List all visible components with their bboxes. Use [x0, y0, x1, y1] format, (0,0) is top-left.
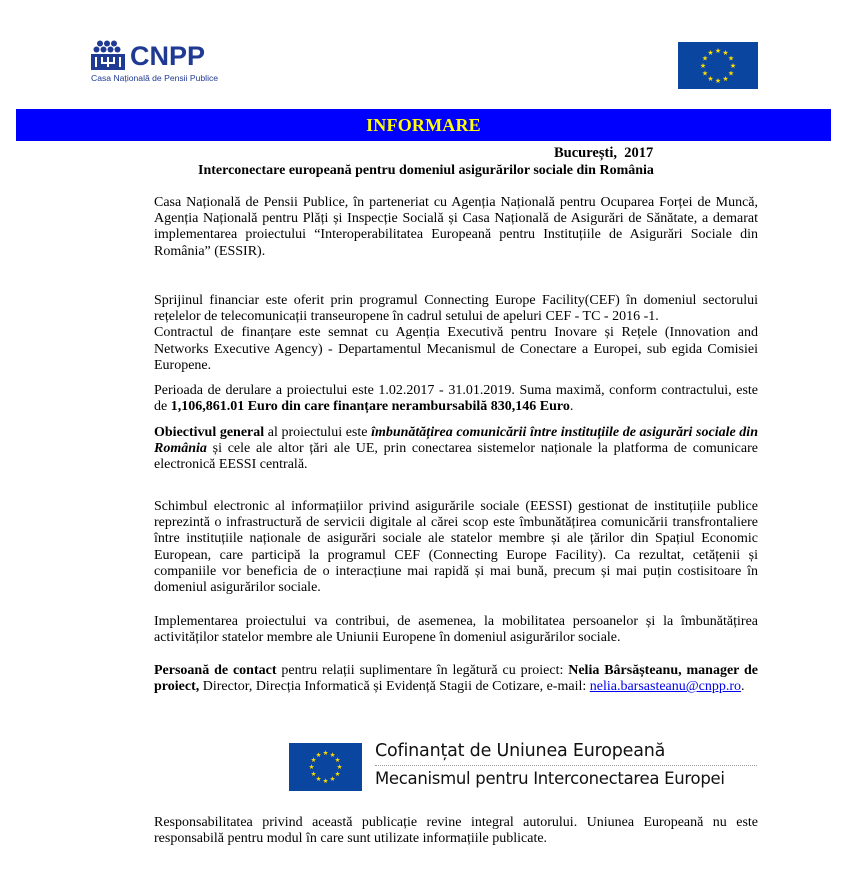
- contact-end: .: [741, 679, 745, 695]
- objective-text-end: și cele ale altor țări ale UE, prin conectarea sistemelor naționale la platforma de comunicare electronică EESSI centrală.: [154, 441, 758, 473]
- contact-email-link[interactable]: nelia.barsasteanu@cnpp.ro: [589, 679, 742, 695]
- informare-banner: [16, 109, 831, 141]
- cnpp-logo-text: CNPP: [130, 41, 206, 71]
- svg-text:★: ★: [329, 775, 336, 783]
- svg-text:★: ★: [714, 47, 722, 55]
- document-subtitle: Interconectare europeană pentru domeniul asigurărilor sociale din România: [198, 163, 654, 178]
- svg-text:★: ★: [701, 54, 709, 63]
- eu-flag-icon: [678, 42, 758, 89]
- banner-title: INFORMARE: [366, 114, 481, 135]
- contact-text: pentru relații suplimentare în legătură cu proiect:: [276, 663, 569, 678]
- svg-text:★: ★: [714, 77, 722, 85]
- svg-text:★: ★: [729, 62, 737, 70]
- contact-role: Director, Direcția Informatică și Evidență Stagii de Cotizare, e-mail:: [199, 679, 590, 695]
- svg-text:★: ★: [329, 751, 336, 759]
- svg-text:★: ★: [315, 751, 322, 759]
- svg-text:★: ★: [336, 763, 343, 771]
- cofinanced-subtitle: Mecanismul pentru Interconectarea Europei: [375, 769, 725, 788]
- paragraph-funding: [154, 293, 758, 374]
- svg-text:★: ★: [334, 756, 341, 764]
- cofinanced-divider: [375, 765, 757, 766]
- eu-flag-icon: [289, 743, 362, 791]
- cofinanced-title: Cofinanțat de Uniunea Europeană: [375, 741, 666, 761]
- cnpp-logo: [91, 40, 241, 88]
- cnpp-logo-subtitle: Casa Națională de Pensii Publice: [91, 73, 219, 83]
- paragraph-eessi: Schimbul electronic al informațiilor privind asigurările sociale (EESSI) gestionat de instituțiile publice reprezintă o infrastructură de servicii digitale al cărei scop este îmbunătățirea comunicării transfrontaliere între instituțiile naționale de asigurări sociale ale statelor membre și ale țărilor din Spațiul Economic European, care participă la programul CEF (Connecting Europe Facility). Ca rezultat, cetățenii și companiile vor beneficia de o interacțiune mai rapidă și mai bună, precum și mai puțin costisitoare în domeniul asigurărilor sociale.: [154, 499, 758, 596]
- svg-text:★: ★: [308, 763, 315, 771]
- paragraph-partnership: Casa Națională de Pensii Publice, în parteneriat cu Agenția Națională pentru Ocuparea Forței de Muncă, Agenția Națională pentru Plăți și Inspecție Socială și Casa Națională de Asigurări de Sănătate, a demarat implementarea proiectului “Interoperabilitatea Europeană pentru Instituțiile de Asigurări Sociale din România” (ESSIR).: [154, 195, 758, 259]
- svg-text:★: ★: [334, 770, 341, 778]
- paragraph-objective: [154, 425, 758, 474]
- svg-text:★: ★: [707, 49, 714, 57]
- svg-text:★: ★: [310, 756, 317, 764]
- contact-label: Persoană de contact: [154, 663, 277, 678]
- funding-text: Sprijinul financiar este oferit prin programul Connecting Europe Facility(CEF) în domeniul sectorului rețelelor de telecomunicații transeuropene în cadrul setului de apeluri CEF - TC - 2016 -1.: [154, 293, 758, 325]
- svg-text:★: ★: [701, 69, 709, 78]
- cofinanced-banner: [289, 741, 759, 791]
- objective-text: al proiectului este: [264, 425, 372, 440]
- contract-text: Contractul de finanțare este semnat cu Agenția Executivă pentru Inovare și Rețele (Innovation and Networks Executive Agency) - Departamentul Mecanismul de Conectare a Europei, sub egida Comisiei Europene.: [154, 325, 758, 373]
- objective-label: Obiectivul general: [154, 425, 265, 440]
- objective-highlight: îmbunătățirea comunicării între instituțiile de asigurări sociale din România: [154, 425, 758, 457]
- contact-name: Nelia Bârsășteanu, manager de proiect,: [154, 663, 758, 695]
- place-date: București, 2017: [554, 145, 654, 161]
- svg-text:★: ★: [727, 54, 735, 63]
- svg-text:★: ★: [315, 775, 322, 783]
- svg-text:★: ★: [722, 49, 729, 57]
- svg-text:★: ★: [699, 62, 707, 70]
- svg-text:★: ★: [707, 75, 714, 83]
- svg-text:★: ★: [322, 749, 329, 757]
- disclaimer: Responsabilitatea privind această publicație revine integral autorului. Uniunea Europeană nu este responsabilă pentru modul în care sunt utilizate informațiile publicate.: [154, 815, 758, 847]
- svg-text:★: ★: [310, 770, 317, 778]
- cnpp-emblem-icon: [91, 40, 127, 70]
- budget-amount: 1,106,861.01 Euro din care finanțare nerambursabilă 830,146 Euro: [170, 399, 570, 415]
- svg-text:★: ★: [727, 69, 735, 78]
- paragraph-contact: [154, 663, 758, 695]
- period-end: .: [569, 399, 574, 415]
- period-text: Perioada de derulare a proiectului este 1.02.2017 - 31.01.2019. Suma maximă, conform contractului, este de: [154, 383, 758, 415]
- paragraph-implementation: Implementarea proiectului va contribui, de asemenea, la mobilitatea persoanelor și la îmbunătățirea activităților statelor membre ale Uniunii Europene în domeniul asigurărilor sociale.: [154, 614, 758, 646]
- svg-text:★: ★: [322, 777, 329, 785]
- svg-text:★: ★: [722, 75, 729, 83]
- paragraph-period: [154, 383, 758, 415]
